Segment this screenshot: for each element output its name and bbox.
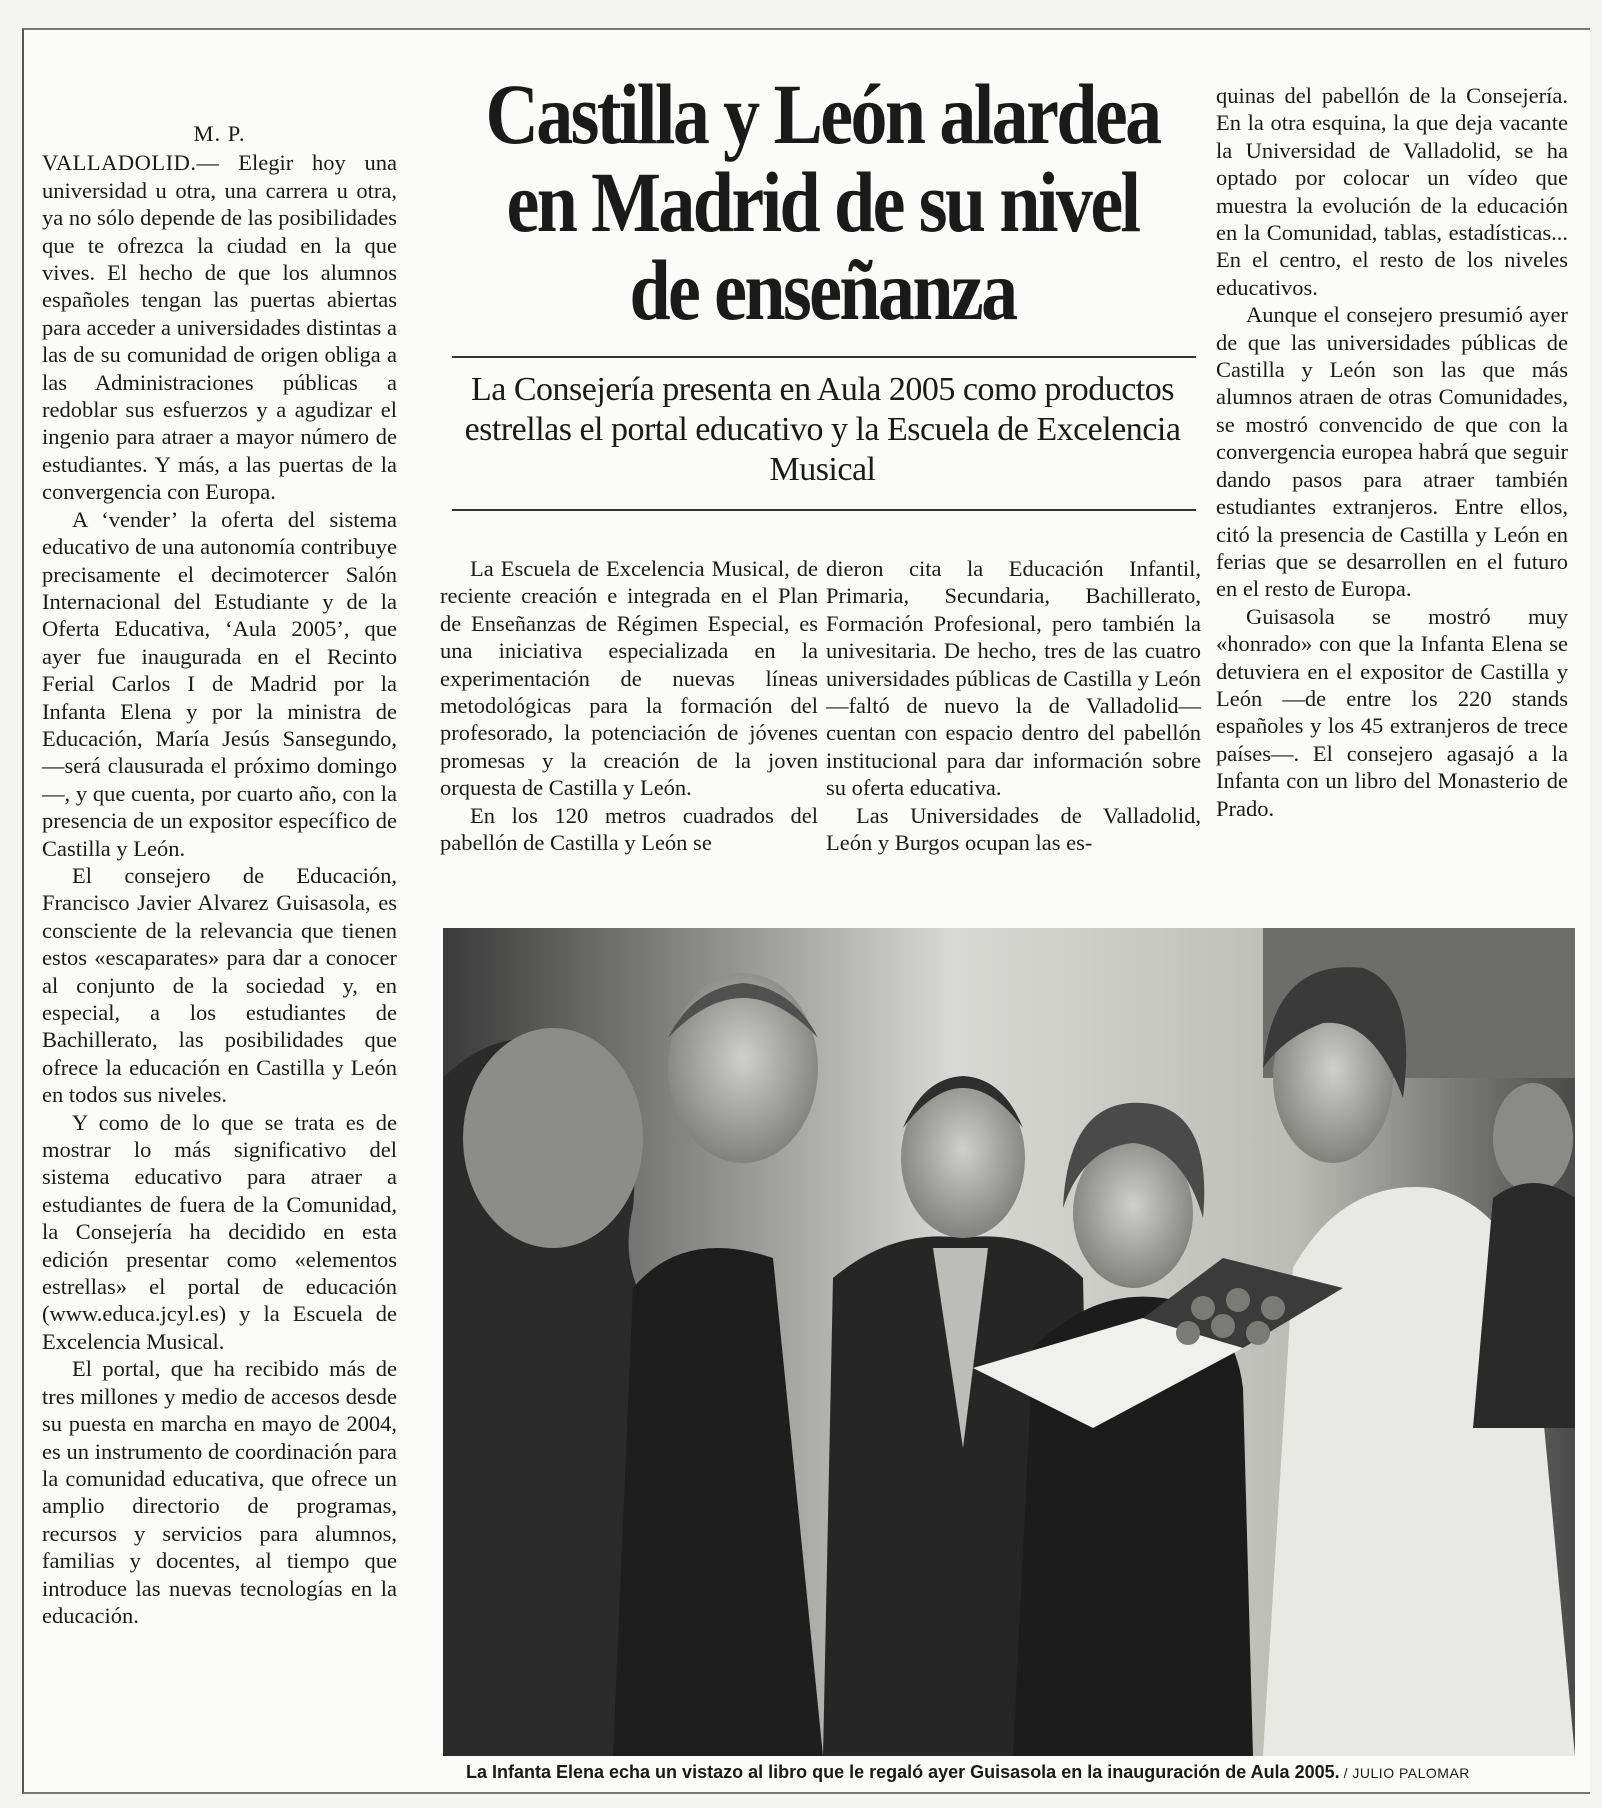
headline-rule-bottom (452, 509, 1196, 511)
article-column-3 (826, 555, 1201, 856)
paragraph: Aunque el consejero presumió ayer de que las universidades públicas de Castilla y León son las que más alumnos atraen de otras Comunidades, se mostró convencido de que con la convergencia europea habrá que seguir dando pasos para atraer también estudiantes extranjeros. Entre ellos, citó la presencia de Castilla y León en ferias que se desarrollen en el futuro en el resto de Europa. (1216, 302, 1568, 602)
paragraph: Y como de lo que se trata es de mostrar lo más significativo del sistema educativo para atraer a estudiantes de fuera de la Comunidad, la Consejería ha decidido en esta edición presentar como «elementos estrellas» el portal de educación (www.educa.jcyl.es) y la Escuela de Excelencia Musical. (42, 1109, 397, 1354)
article-column-1 (42, 120, 397, 1629)
paragraph: dieron cita la Educación Infantil, Primaria, Secundaria, Bachillerato, Formación Profesional, pero también la univesitaria. De hecho, tres de las cuatro universidades públicas de Castilla y León —faltó de nuevo la de Valladolid— cuentan con espacio dentro del pabellón institucional para dar información sobre su oferta educativa. (826, 556, 1201, 801)
paragraph: En los 120 metros cuadrados del pabellón de Castilla y León se (440, 802, 818, 856)
paragraph: El portal, que ha recibido más de tres millones y medio de accesos desde su puesta en marcha en mayo de 2004, es un instrumento de coordinación para la comunidad educativa, que ofrece un amplio directorio de programas, recursos y servicios para alumnos, familias y docentes, al tiempo que introduce las nuevas tecnologías en la educación. (42, 1356, 397, 1628)
photo-credit: / JULIO PALOMAR (1343, 1765, 1470, 1781)
headline-rule-top (452, 356, 1196, 358)
article-column-4 (1216, 82, 1568, 822)
news-photo (443, 928, 1575, 1756)
paragraph: A ‘vender’ la oferta del sistema educativo de una autonomía contribuye precisamente el decimotercer Salón Internacional del Estudiante y de la Oferta Educativa, ‘Aula 2005’, que ayer fue inaugurada en el Recinto Ferial Carlos I de Madrid por la Infanta Elena y por la ministra de Educación, María Jesús Sansegundo, —será clausurada el próximo domingo—, y que cuenta, por cuarto año, con la presencia de un expositor específico de Castilla y León. (42, 506, 397, 861)
article-column-2 (440, 555, 818, 856)
dateline: VALLADOLID.— (42, 150, 220, 176)
paragraph: Guisasola se mostró muy «honrado» con que la Infanta Elena se detuviera en el expositor de Castilla y León —de entre los 220 stands españoles y los 45 extranjeros de trece países—. El consejero agasajó a la Infanta con un libro del Monasterio de Prado. (1216, 603, 1568, 821)
paragraph-text: Elegir hoy una universidad u otra, una carrera u otra, ya no sólo depende de las posibilidades que te ofrezca la ciudad en la que vives. El hecho de que los alumnos españoles tengan las puertas abiertas para acceder a universidades distintas a las de su comunidad de origen obliga a las Administraciones públicas a redoblar sus esfuerzos y a agudizar el ingenio para atraer a mayor número de estudiantes. Y más, a las puertas de la convergencia con Europa. (42, 150, 397, 505)
caption-text: La Infanta Elena echa un vistazo al libro que le regaló ayer Guisasola en la inauguración de Aula 2005. (466, 1762, 1340, 1782)
photo-caption (466, 1760, 1586, 1785)
paragraph: Las Universidades de Valladolid, León y Burgos ocupan las es- (826, 802, 1201, 856)
paragraph: El consejero de Educación, Francisco Javier Alvarez Guisasola, es consciente de la relevancia que tienen estos «escaparates» para dar a conocer al conjunto de la sociedad y, en especial, a los estudiantes de Bachillerato, las posibilidades que ofrece la educación en Castilla y León en todos sus niveles. (42, 862, 397, 1108)
headline: Castilla y León alardea en Madrid de su nivel de enseñanza (485, 66, 1160, 338)
lead-paragraph (42, 149, 397, 505)
paragraph: La Escuela de Excelencia Musical, de reciente creación e integrada en el Plan de Enseñanzas de Régimen Especial, es una iniciativa especializada en la experimentación de nuevas líneas metodológicas para la formación del profesorado, la potenciación de jóvenes promesas y la creación de la joven orquesta de Castilla y León. (440, 556, 818, 801)
paragraph: quinas del pabellón de la Consejería. En la otra esquina, la que deja vacante la Universidad de Valladolid, se ha optado por colocar un vídeo que muestra la evolución de la educación en la Comunidad, tablas, estadísticas... En el centro, el resto de los niveles educativos. (1216, 83, 1568, 300)
photo-illustration (443, 928, 1575, 1756)
byline: M. P. (193, 121, 246, 146)
subheadline: La Consejería presenta en Aula 2005 como productos estrellas el portal educativo y la Escuela de Excelencia Musical (464, 371, 1181, 488)
